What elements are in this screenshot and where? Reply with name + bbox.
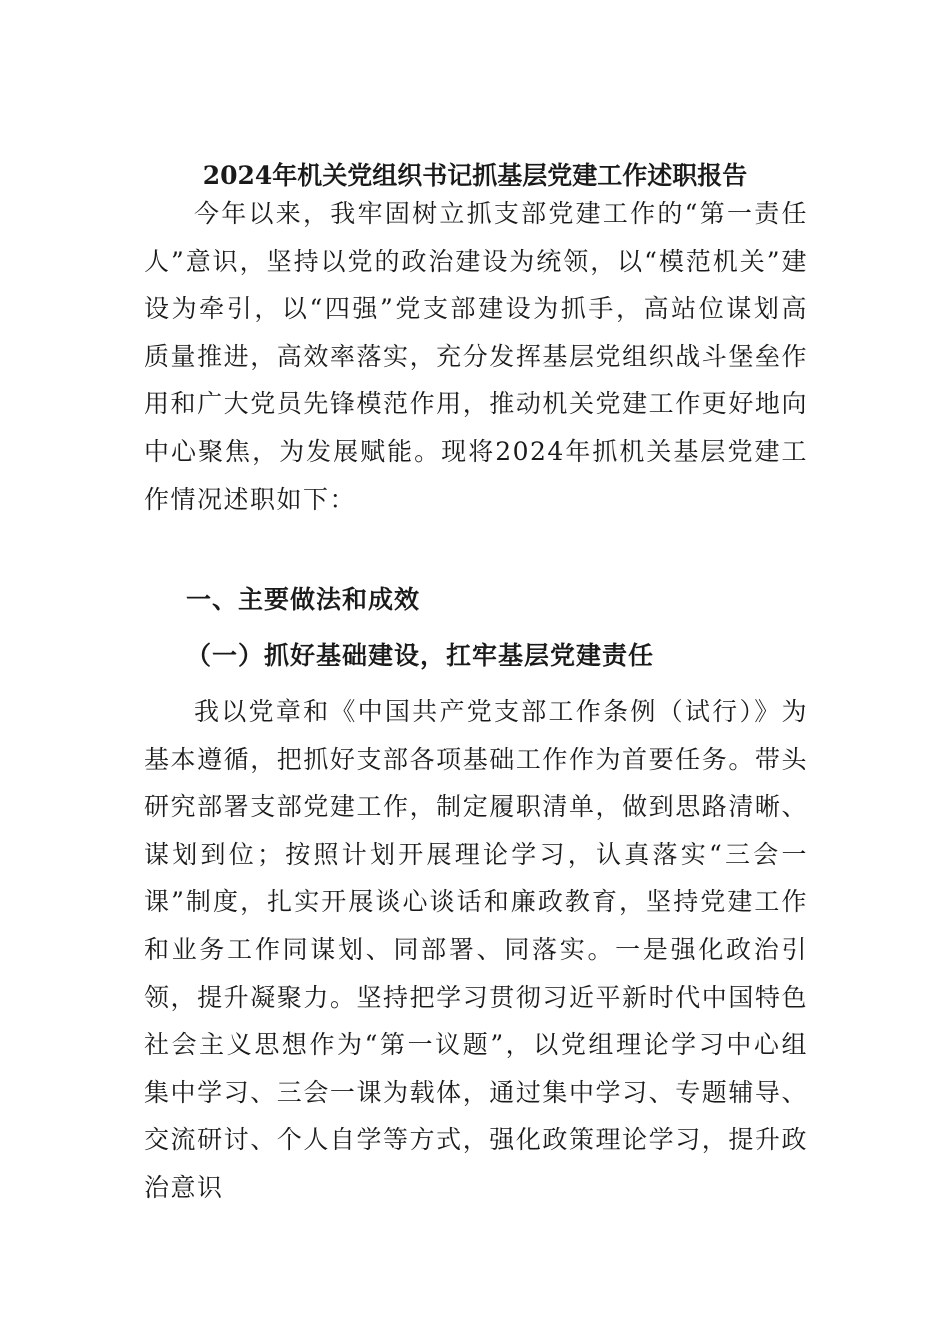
document-title: 2024年机关党组织书记抓基层党建工作述职报告 — [202, 161, 748, 190]
section-heading: 一、主要做法和成效 — [186, 585, 421, 614]
subsection-heading: （一）抓好基础建设，扛牢基层党建责任 — [186, 641, 655, 670]
body-paragraph: 我以党章和《中国共产党支部工作条例（试行）》为基本遵循，把抓好支部各项基础工作作为首要任务。带头研究部署支部党建工作，制定履职清单，做到思路清晰、谋划到位；按照计划开展理论学习，认真落实“三会一课”制度，扎实开展谈心谈话和廉政教育，坚持党建工作和业务工作同谋划、同部署、同落实。一是强化政治引领，提升凝聚力。坚持把学习贯彻习近平新时代中国特色社会主义思想作为“第一议题”，以党组理论学习中心组集中学习、三会一课为载体，通过集中学习、专题辅导、交流研讨、个人自学等方式，强化政策理论学习，提升政治意识 — [144, 697, 808, 1202]
intro-paragraph: 今年以来，我牢固树立抓支部党建工作的“第一责任人”意识，坚持以党的政治建设为统领，以“模范机关”建设为牵引，以“四强”党支部建设为抓手，高站位谋划高质量推进，高效率落实，充分发挥基层党组织战斗堡垒作用和广大党员先锋模范作用，推动机关党建工作更好地向中心聚焦，为发展赋能。现将2024年抓机关基层党建工作情况述职如下： — [144, 199, 808, 514]
